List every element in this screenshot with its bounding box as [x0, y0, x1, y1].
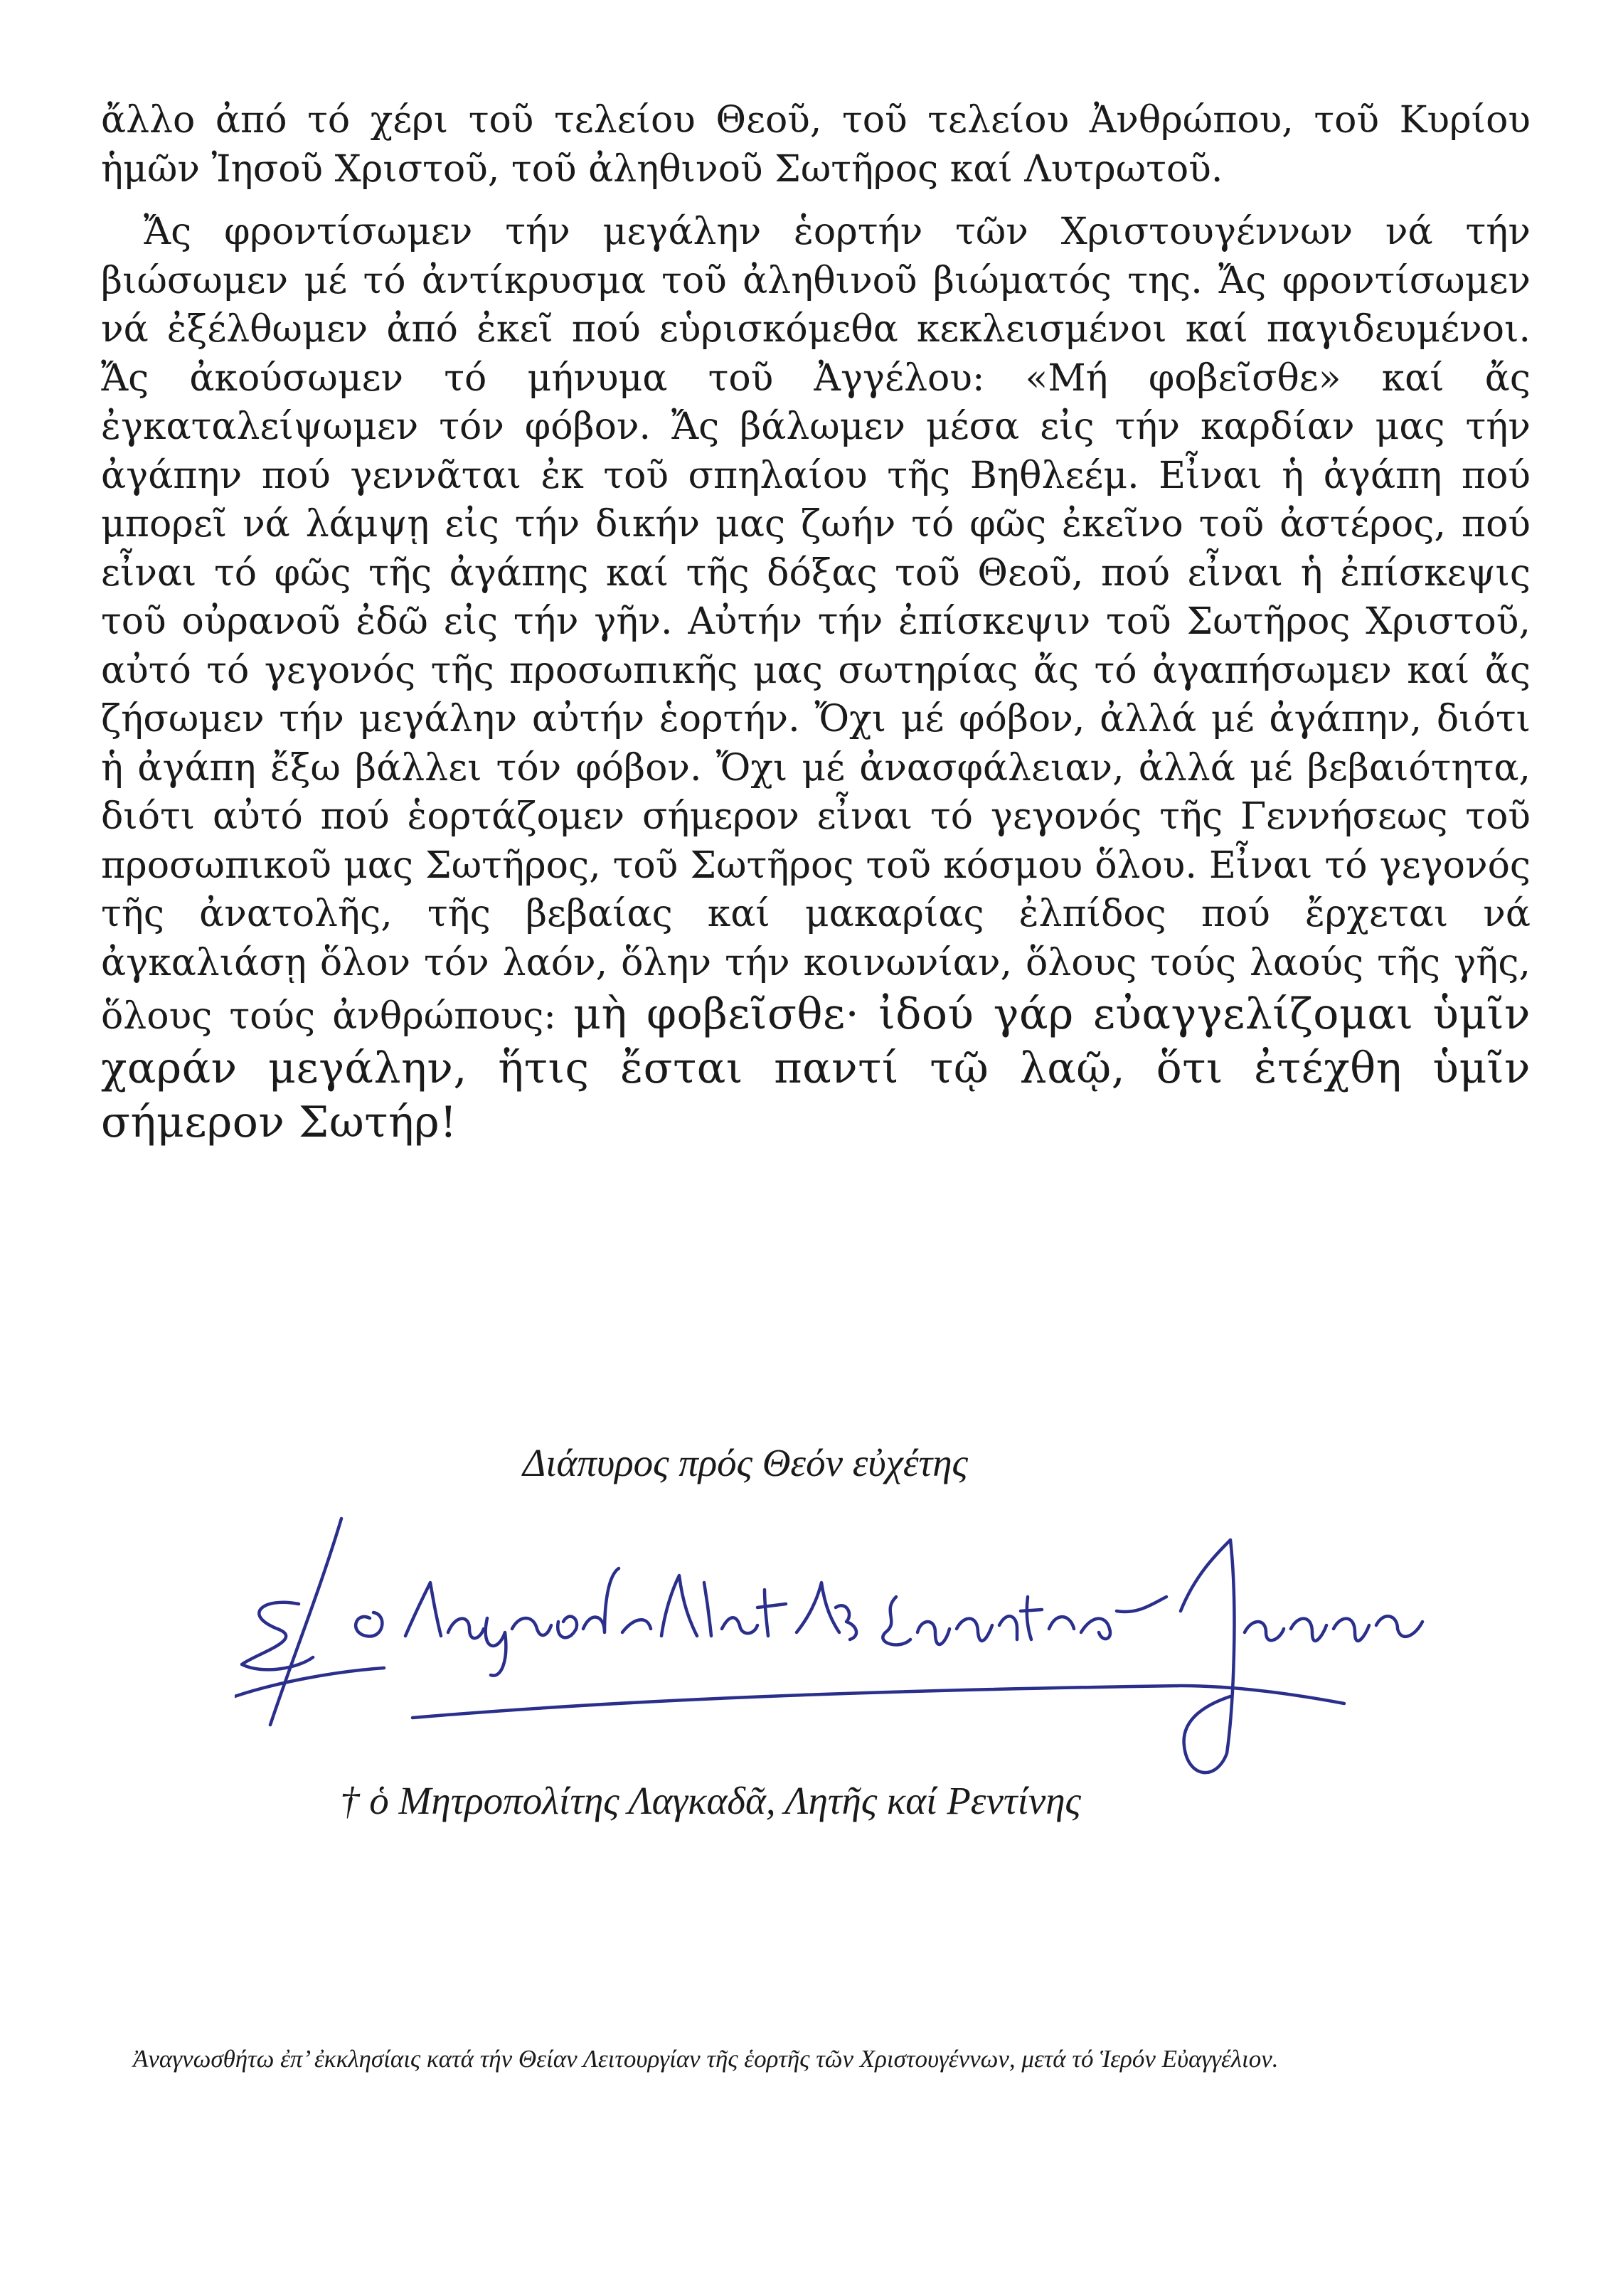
sermon-body: [101, 96, 1531, 1149]
gospel-quote: μὴ φοβεῖσθε· ἰδού γάρ εὐαγγελίζομαι ὑμῖν χαράν μεγάλην, ἥτις ἔσται παντί τῷ λαῷ, ὅτι ἐτέχθη ὑμῖν σήμερον Σωτήρ!: [101, 989, 1531, 1147]
handwritten-signature: [235, 1490, 1437, 1789]
signatory-title: † ὁ Μητροπολίτης Λαγκαδᾶ, Λητῆς καί Ρεντίνης: [340, 1779, 1081, 1822]
closing-salutation: Διάπυρος πρός Θεόν εὐχέτης: [523, 1441, 968, 1484]
paragraph-2-text: Ἄς φροντίσωμεν τήν μεγάλην ἑορτήν τῶν Χριστουγέννων νά τήν βιώσωμεν μέ τό ἀντίκρυσμα τοῦ ἀληθινοῦ βιώματός της. Ἄς φροντίσωμεν νά ἐξέλθωμεν ἀπό ἐκεῖ πού εὑρισκόμεθα κεκλεισμένοι καί παγιδευμένοι. Ἄς ἀκούσωμεν τό μήνυμα τοῦ Ἀγγέλου: «Μή φοβεῖσθε» καί ἄς ἐγκαταλείψωμεν τόν φόβον. Ἄς βάλωμεν μέσα εἰς τήν καρδίαν μας τήν ἀγάπην πού γεννᾶται ἐκ τοῦ σπηλαίου τῆς Βηθλεέμ. Εἶναι ἡ ἀγάπη πού μπορεῖ νά λάμψῃ εἰς τήν δικήν μας ζωήν τό φῶς ἐκεῖνο τοῦ ἀστέρος, πού εἶναι τό φῶς τῆς ἀγάπης καί τῆς δόξας τοῦ Θεοῦ, πού εἶναι ἡ ἐπίσκεψις τοῦ οὐρανοῦ ἐδῶ εἰς τήν γῆν. Αὐτήν τήν ἐπίσκεψιν τοῦ Σωτῆρος Χριστοῦ, αὐτό τό γεγονός τῆς προσωπικῆς μας σωτηρίας ἄς τό ἀγαπήσωμεν καί ἄς ζήσωμεν τήν μεγάλην αὐτήν ἑορτήν. Ὄχι μέ φόβον, ἀλλά μέ ἀγάπην, διότι ἡ ἀγάπη ἔξω βάλλει τόν φόβον. Ὄχι μέ ἀνασφάλειαν, ἀλλά μέ βεβαιότητα, διότι αὐτό πού ἑορτάζομεν σήμερον εἶναι τό γεγονός τῆς Γεννήσεως τοῦ προσωπικοῦ μας Σωτῆρος, τοῦ Σωτῆρος τοῦ κόσμου ὅλου. Εἶναι τό γεγονός τῆς ἀνατολῆς, τῆς βεβαίας καί μακαρίας ἐλπίδος πού ἔρχεται νά ἀγκαλιάσῃ ὅλον τόν λαόν, ὅλην τήν κοινωνίαν, ὅλους τούς λαούς τῆς γῆς, ὅλους τούς ἀνθρώπους:: [101, 211, 1531, 1038]
paragraph-2: [101, 208, 1531, 1149]
paragraph-1: ἄλλο ἀπό τό χέρι τοῦ τελείου Θεοῦ, τοῦ τελείου Ἀνθρώπου, τοῦ Κυρίου ἡμῶν Ἰησοῦ Χριστοῦ, τοῦ ἀληθινοῦ Σωτῆρος καί Λυτρωτοῦ.: [101, 99, 1531, 191]
reading-instruction-footnote: Ἀναγνωσθήτω ἐπ’ ἐκκλησίαις κατά τήν Θείαν Λειτουργίαν τῆς ἑορτῆς τῶν Χριστουγέννων, μετά τό Ἱερόν Εὐαγγέλιον.: [133, 2045, 1279, 2073]
